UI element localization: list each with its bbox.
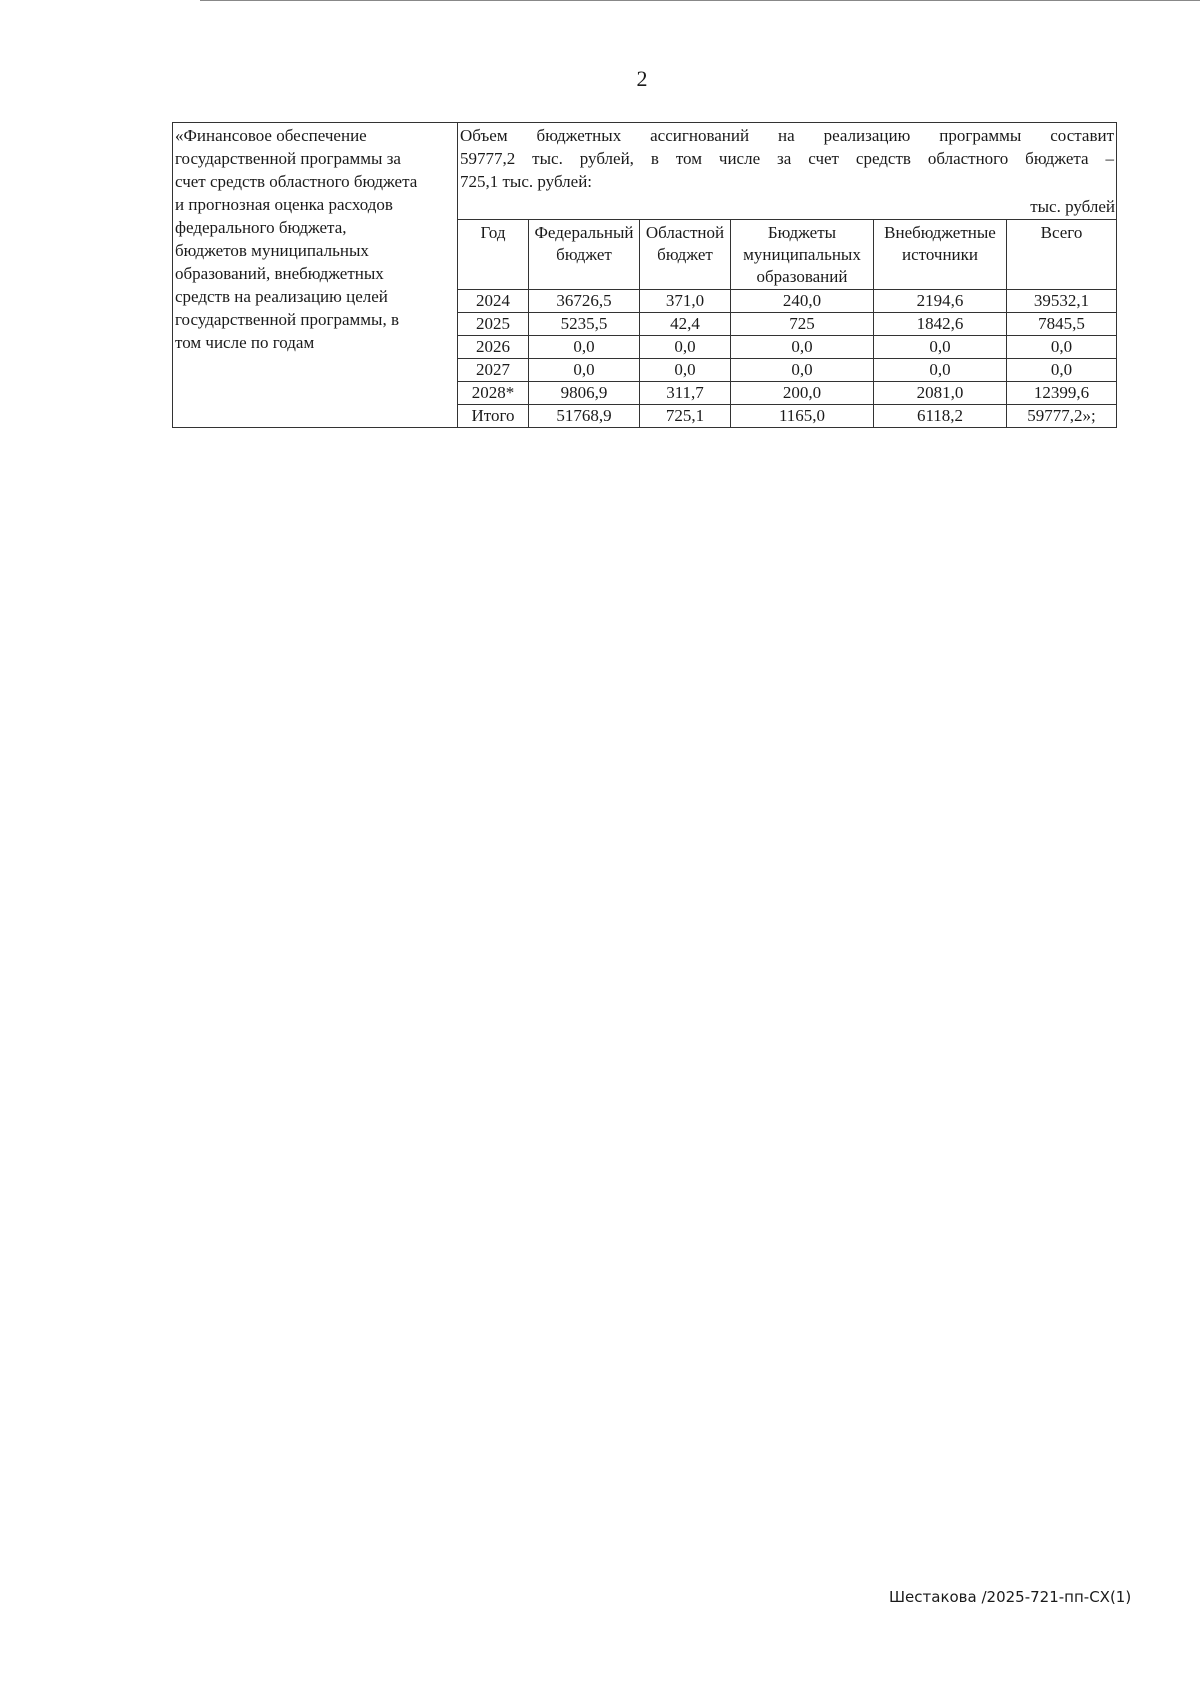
cell-municipal: 200,0 <box>731 382 874 405</box>
header-regional: Областной бюджет <box>640 220 731 290</box>
header-year: Год <box>458 220 529 290</box>
label-line: государственной программы, в <box>175 310 399 329</box>
header-extrabudgetary: Внебюджетные источники <box>874 220 1007 290</box>
cell-federal: 9806,9 <box>529 382 640 405</box>
cell-total: 7845,5 <box>1007 313 1117 336</box>
cell-year: Итого <box>458 405 529 428</box>
cell-municipal: 0,0 <box>731 336 874 359</box>
cell-year: 2024 <box>458 290 529 313</box>
intro-line: 59777,2 тыс. рублей, в том числе за счет средств областного бюджета – <box>460 149 1114 168</box>
cell-extrabudgetary: 2081,0 <box>874 382 1007 405</box>
cell-extrabudgetary: 0,0 <box>874 359 1007 382</box>
label-line: федерального бюджета, <box>175 218 347 237</box>
financing-label-cell <box>173 123 458 428</box>
label-line: государственной программы за <box>175 149 401 168</box>
financing-intro-text <box>458 123 1116 193</box>
scan-top-edge <box>200 0 1200 1</box>
intro-line: 725,1 тыс. рублей: <box>460 172 593 191</box>
financing-content-cell <box>458 123 1117 428</box>
financing-passport-table <box>172 122 1117 428</box>
cell-regional: 725,1 <box>640 405 731 428</box>
cell-federal: 36726,5 <box>529 290 640 313</box>
intro-line: Объем бюджетных ассигнований на реализацию программы составит <box>460 126 1114 145</box>
table-row <box>458 290 1116 313</box>
table-row <box>458 313 1116 336</box>
cell-regional: 311,7 <box>640 382 731 405</box>
cell-extrabudgetary: 0,0 <box>874 336 1007 359</box>
table-row <box>458 336 1116 359</box>
cell-total: 12399,6 <box>1007 382 1117 405</box>
header-total: Всего <box>1007 220 1117 290</box>
label-line: бюджетов муниципальных <box>175 241 369 260</box>
cell-municipal: 0,0 <box>731 359 874 382</box>
cell-municipal: 1165,0 <box>731 405 874 428</box>
unit-label: тыс. рублей <box>1030 197 1115 216</box>
page-number: 2 <box>636 66 648 91</box>
cell-year: 2028* <box>458 382 529 405</box>
cell-municipal: 240,0 <box>731 290 874 313</box>
cell-year: 2025 <box>458 313 529 336</box>
label-line: средств на реализацию целей <box>175 287 388 306</box>
cell-federal: 0,0 <box>529 359 640 382</box>
cell-total: 0,0 <box>1007 336 1117 359</box>
header-federal: Федеральный бюджет <box>529 220 640 290</box>
document-reference-note: Шестакова /2025-721-пп-СХ(1) <box>889 1588 1132 1606</box>
label-line: и прогнозная оценка расходов <box>175 195 393 214</box>
label-line: том числе по годам <box>175 333 315 352</box>
cell-regional: 371,0 <box>640 290 731 313</box>
cell-year: 2027 <box>458 359 529 382</box>
table-header-row <box>458 220 1116 290</box>
cell-federal: 51768,9 <box>529 405 640 428</box>
cell-total: 59777,2»; <box>1007 405 1117 428</box>
cell-federal: 5235,5 <box>529 313 640 336</box>
cell-extrabudgetary: 1842,6 <box>874 313 1007 336</box>
cell-regional: 0,0 <box>640 336 731 359</box>
cell-regional: 42,4 <box>640 313 731 336</box>
label-line: образований, внебюджетных <box>175 264 384 283</box>
cell-regional: 0,0 <box>640 359 731 382</box>
cell-extrabudgetary: 6118,2 <box>874 405 1007 428</box>
cell-federal: 0,0 <box>529 336 640 359</box>
cell-total: 39532,1 <box>1007 290 1117 313</box>
cell-year: 2026 <box>458 336 529 359</box>
table-row-total <box>458 405 1116 428</box>
cell-extrabudgetary: 2194,6 <box>874 290 1007 313</box>
table-row <box>458 359 1116 382</box>
header-municipal: Бюджеты муниципальных образований <box>731 220 874 290</box>
label-line: счет средств областного бюджета <box>175 172 418 191</box>
cell-total: 0,0 <box>1007 359 1117 382</box>
yearly-budget-table <box>458 219 1116 427</box>
cell-municipal: 725 <box>731 313 874 336</box>
table-row <box>458 382 1116 405</box>
label-line: «Финансовое обеспечение <box>175 126 367 145</box>
